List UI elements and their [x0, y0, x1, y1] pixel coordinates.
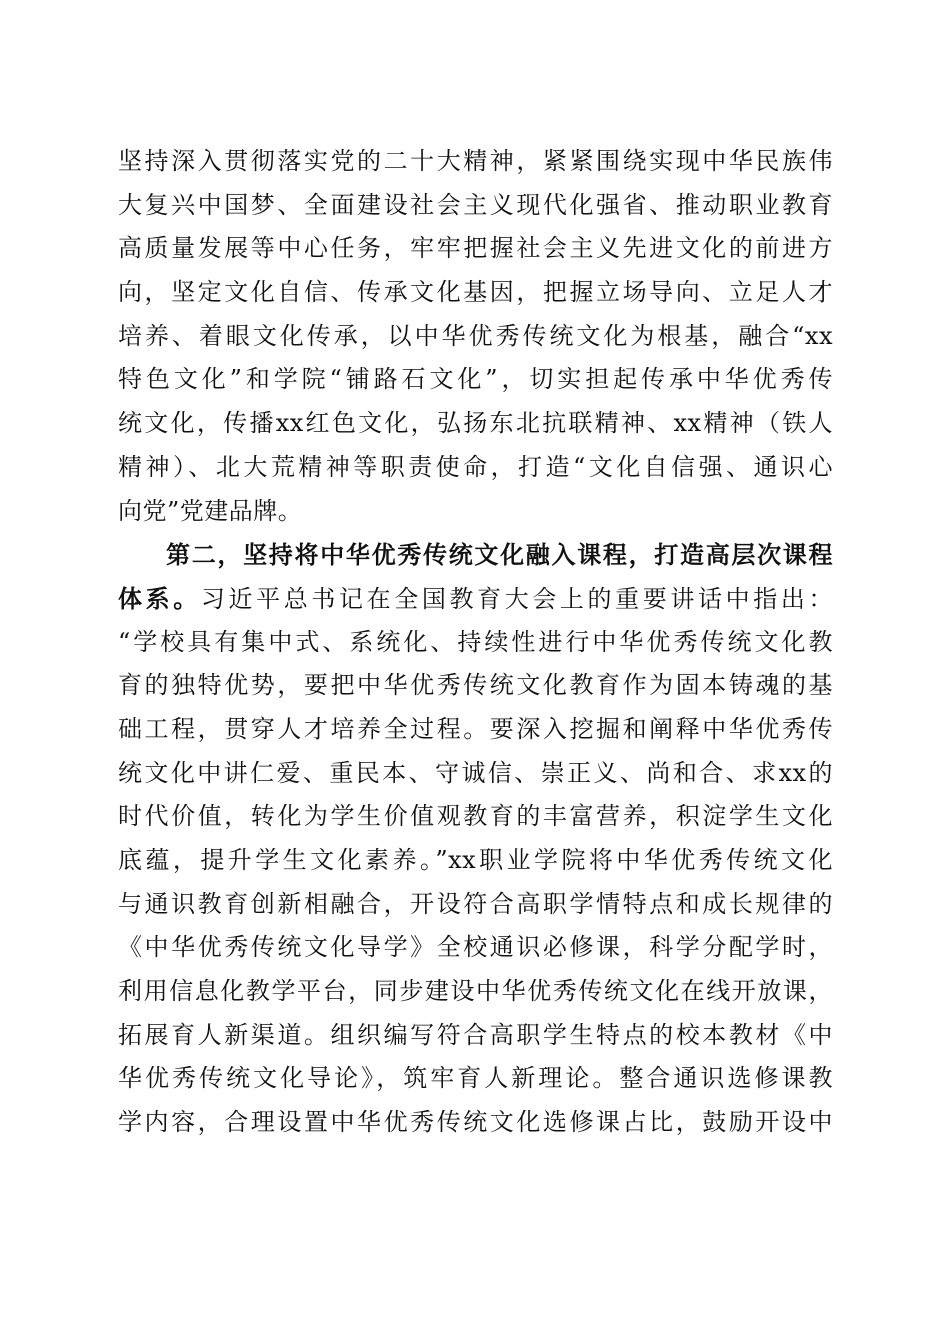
text-line: 育的独特优势，要把中华优秀传统文化教育作为固本铸魂的基 [118, 671, 833, 700]
text-line: 培养、着眼文化传承，以中华优秀传统文化为根基，融合“xx [118, 321, 833, 350]
section-heading-continuation: 体系。 [118, 583, 201, 613]
text-line: 精神）、北大荒精神等职责使命，打造“文化自信强、通识心 [118, 452, 833, 481]
text-line: 拓展育人新渠道。组织编写符合高职学生特点的校本教材《中 [118, 1020, 833, 1049]
paragraph-2 [118, 533, 833, 1145]
text-line: 与通识教育创新相融合，开设符合高职学情特点和成长规律的 [118, 889, 833, 918]
document-page [118, 140, 833, 1145]
text-line: 础工程，贯穿人才培养全过程。要深入挖掘和阐释中华优秀传 [118, 714, 833, 743]
text-line: 统文化中讲仁爱、重民本、守诚信、崇正义、尚和合、求xx的 [118, 758, 833, 787]
section-heading: 第二，坚持将中华优秀传统文化融入课程，打造高层次课程 [166, 540, 833, 570]
text-line: 特色文化”和学院“铺路石文化”，切实担起传承中华优秀传 [118, 365, 833, 394]
paragraph-1 [118, 140, 833, 533]
text-line: 华优秀传统文化导论》，筑牢育人新理论。整合通识选修课教 [118, 1064, 833, 1093]
text-line: 统文化，传播xx红色文化，弘扬东北抗联精神、xx精神（铁人 [118, 409, 833, 438]
text-line: 高质量发展等中心任务，牢牢把握社会主义先进文化的前进方 [118, 234, 833, 263]
text-line: 时代价值，转化为学生价值观教育的丰富营养，积淀学生文化 [118, 802, 833, 831]
text-span: 习近平总书记在全国教育大会上的重要讲话中指出： [200, 584, 834, 613]
text-line: 利用信息化教学平台，同步建设中华优秀传统文化在线开放课， [118, 977, 833, 1006]
text-line: 坚持深入贯彻落实党的二十大精神，紧紧围绕实现中华民族伟 [118, 147, 833, 175]
text-line: 大复兴中国梦、全面建设社会主义现代化强省、推动职业教育 [118, 190, 833, 219]
text-line: 《中华优秀传统文化导学》全校通识必修课，科学分配学时， [118, 933, 833, 962]
text-line: 学内容，合理设置中华优秀传统文化选修课占比，鼓励开设中 [118, 1108, 833, 1137]
text-line: 向，坚定文化自信、传承文化基因，把握立场导向、立足人才 [118, 278, 833, 307]
text-line: “学校具有集中式、系统化、持续性进行中华优秀传统文化教 [118, 627, 833, 656]
text-line [118, 577, 833, 621]
text-line: 向党”党建品牌。 [118, 496, 303, 525]
text-line: 底蕴，提升学生文化素养。”xx职业学院将中华优秀传统文化 [118, 846, 833, 874]
